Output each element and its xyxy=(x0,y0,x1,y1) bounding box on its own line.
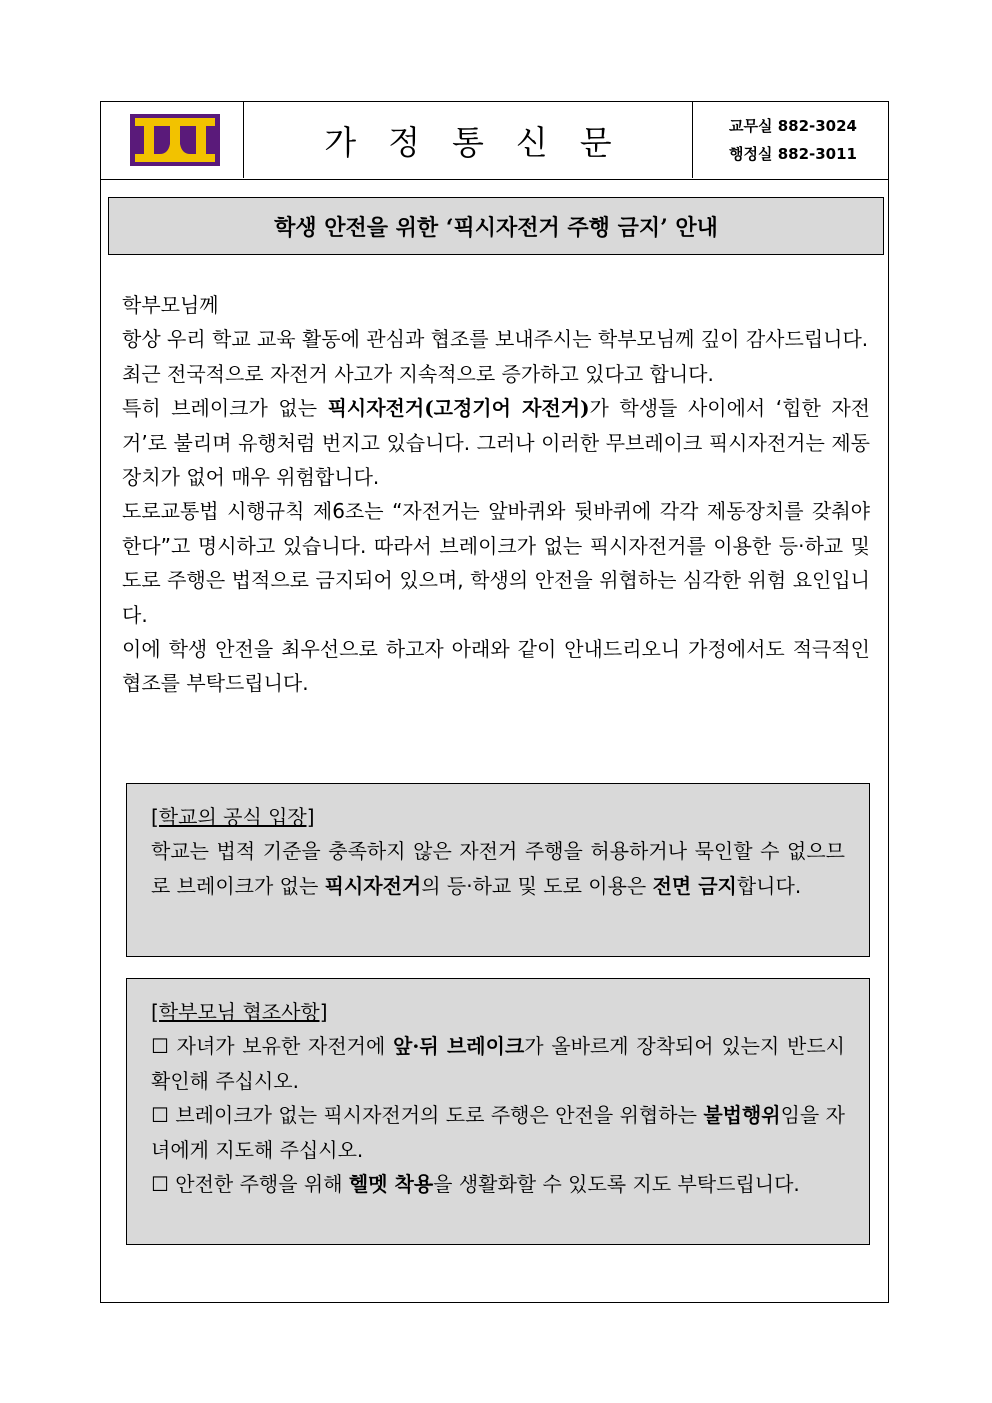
parent-cooperation-box xyxy=(126,978,870,1245)
letter-body xyxy=(122,288,870,701)
greeting: 학부모님께 xyxy=(122,293,219,317)
emphasis: 전면 금지 xyxy=(652,873,737,898)
text-run: 가 올바르게 장착되어 있는지 반드시 확인해 주십시오. xyxy=(151,1034,845,1093)
text-run: 특히 브레이크가 없는 xyxy=(122,396,328,421)
contact-office: 교무실 882-3024 xyxy=(729,117,857,135)
paragraph: 이에 학생 안전을 최우선으로 하고자 아래와 같이 안내드리오니 가정에서도 적극적인 협조를 부탁드립니다. xyxy=(122,637,870,696)
text-run: 의 등·하교 및 도로 이용은 xyxy=(421,873,653,898)
school-position-text xyxy=(151,834,845,903)
text-run: 을 생활화할 수 있도록 지도 부탁드립니다. xyxy=(433,1172,800,1197)
checklist-item xyxy=(151,1029,845,1098)
checklist-item xyxy=(151,1098,845,1167)
newsletter-title-cell xyxy=(244,102,693,178)
text-run: 임을 자녀에게 지도해 주십시오. xyxy=(151,1103,845,1162)
paragraph: 도로교통법 시행규칙 제6조는 “자전거는 앞바퀴와 뒷바퀴에 각각 제동장치를 갖춰야 한다”고 명시하고 있습니다. 따라서 브레이크가 없는 픽시자전거를 이용한 등·하교 및 도로 주행은 법적으로 금지되어 있으며, 학생의 안전을 위협하는 심각한 위험 요인입니다. xyxy=(122,499,870,627)
paragraph: 항상 우리 학교 교육 활동에 관심과 협조를 보내주시는 학부모님께 깊이 감사드립니다. xyxy=(122,327,869,352)
emphasis: 픽시자전거(고정기어 자전거) xyxy=(327,396,590,421)
text-run: ☐ 안전한 주행을 위해 xyxy=(151,1172,349,1197)
text-run: 합니다. xyxy=(736,873,802,898)
logo-cell xyxy=(101,102,244,178)
text-run: ☐ 브레이크가 없는 픽시자전거의 도로 주행은 안전을 위협하는 xyxy=(151,1103,704,1128)
school-position-heading: [학교의 공식 입장] xyxy=(151,805,315,829)
notice-title: 학생 안전을 위한 ‘픽시자전거 주행 금지’ 안내 xyxy=(108,197,884,255)
school-position-box xyxy=(126,783,870,957)
paragraph xyxy=(122,391,870,494)
header xyxy=(101,102,888,180)
text-run: 가 학생들 사이에서 ‘힙한 자전거’로 불리며 유행처럼 번지고 있습니다. 그러나 이러한 무브레이크 픽시자전거는 제동장치가 없어 매우 위험합니다. xyxy=(122,396,870,490)
contact-info xyxy=(693,102,888,178)
paragraph: 최근 전국적으로 자전거 사고가 지속적으로 증가하고 있다고 합니다. xyxy=(122,361,714,386)
checklist-item xyxy=(151,1167,845,1201)
newsletter-title: 가정통신문 xyxy=(324,122,644,162)
emphasis: 앞·뒤 브레이크 xyxy=(393,1034,525,1059)
emphasis: 픽시자전거 xyxy=(324,873,422,898)
emphasis: 헬멧 착용 xyxy=(348,1172,434,1197)
text-run: 학교는 법적 기준을 충족하지 않은 자전거 주행을 허용하거나 묵인할 수 없으므로 브레이크가 없는 xyxy=(151,839,845,898)
newsletter-frame xyxy=(100,101,889,1303)
emphasis: 불법행위 xyxy=(703,1103,781,1128)
contact-admin: 행정실 882-3011 xyxy=(729,145,857,163)
school-logo xyxy=(130,114,220,166)
parent-cooperation-heading: [학부모님 협조사항] xyxy=(151,1000,328,1024)
text-run: ☐ 자녀가 보유한 자전거에 xyxy=(151,1034,394,1059)
